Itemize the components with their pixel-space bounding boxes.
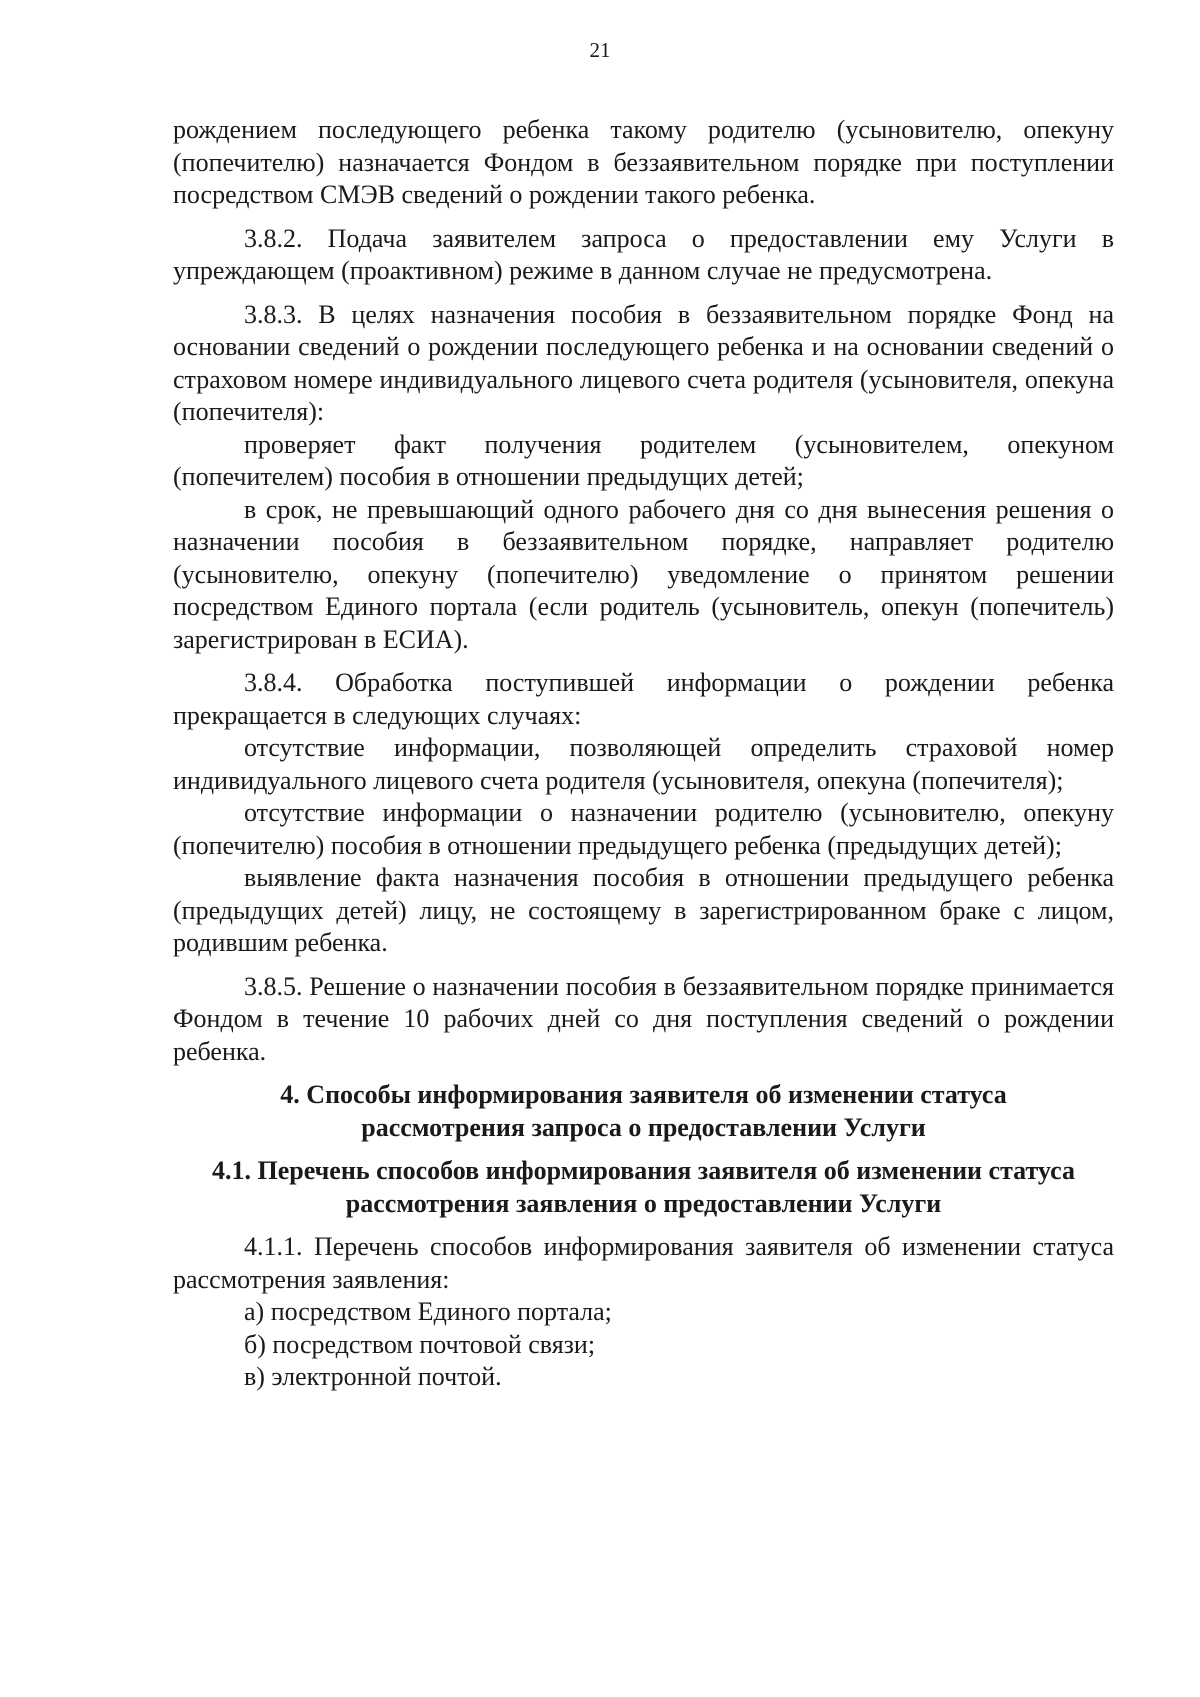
section-4-heading-line-1: 4. Способы информирования заявителя об изменении статуса	[280, 1080, 1007, 1109]
paragraph-3-8-4-item-no-snils: отсутствие информации, позволяющей определить страховой номер индивидуального лицевого счета родителя (усыновителя, опекуна (попечителя);	[173, 733, 1114, 795]
paragraph-3-8-4-item-no-assignment: отсутствие информации о назначении родителю (усыновителю, опекуну (попечителю) пособия в отношении предыдущего ребенка (предыдущих детей);	[173, 798, 1114, 860]
section-4-heading	[173, 1079, 1114, 1144]
paragraph-3-8-3-item-notify: в срок, не превышающий одного рабочего дня со дня вынесения решения о назначении пособия в беззаявительном порядке, направляет родителю (усыновителю, опекуну (попечителю) уведомление о принятом решении посредством Единого портала (если родитель (усыновитель, опекун (попечитель) зарегистрирован в ЕСИА).	[173, 494, 1114, 654]
paragraph-3-8-4: 3.8.4. Обработка поступившей информации о рождении ребенка прекращается в следующих случаях:	[173, 668, 1114, 730]
list-item-email: в) электронной почтой.	[244, 1362, 502, 1391]
page-number: 21	[589, 38, 611, 62]
section-4-1-heading-line-2: рассмотрения заявления о предоставлении Услуги	[345, 1188, 942, 1218]
section-4-heading-line-2: рассмотрения запроса о предоставлении Услуги	[361, 1112, 926, 1142]
paragraph-3-8-5: 3.8.5. Решение о назначении пособия в беззаявительном порядке принимается Фондом в течение 10 рабочих дней со дня поступления сведений о рождении ребенка.	[173, 971, 1114, 1066]
list-item-portal: а) посредством Единого портала;	[244, 1297, 612, 1326]
document-body	[173, 114, 1114, 1394]
paragraph-3-8-4-item-not-married: выявление факта назначения пособия в отношении предыдущего ребенка (предыдущих детей) лицу, не состоящему в зарегистрированном браке с лицом, родившим ребенка.	[173, 863, 1114, 957]
paragraph-3-8-3: 3.8.3. В целях назначения пособия в беззаявительном порядке Фонд на основании сведений о рождении последующего ребенка и на основании сведений о страховом номере индивидуального лицевого счета родителя (усыновителя, опекуна (попечителя):	[173, 299, 1114, 426]
list-item-post: б) посредством почтовой связи;	[244, 1329, 596, 1359]
paragraph-4-1-1: 4.1.1. Перечень способов информирования заявителя об изменении статуса рассмотрения заявления:	[173, 1232, 1114, 1294]
paragraph-3-8-3-item-check: проверяет факт получения родителем (усыновителем, опекуном (попечителем) пособия в отношении предыдущих детей;	[173, 429, 1114, 491]
paragraph-continuation: рождением последующего ребенка такому родителю (усыновителю, опекуну (попечителю) назначается Фондом в беззаявительном порядке при поступлении посредством СМЭВ сведений о рождении такого ребенка.	[173, 115, 1114, 209]
section-4-1-heading	[173, 1155, 1114, 1220]
section-4-1-heading-line-1: 4.1. Перечень способов информирования заявителя об изменении статуса	[212, 1156, 1075, 1185]
paragraph-3-8-2: 3.8.2. Подача заявителем запроса о предоставлении ему Услуги в упреждающем (проактивном) режиме в данном случае не предусмотрена.	[173, 223, 1114, 285]
